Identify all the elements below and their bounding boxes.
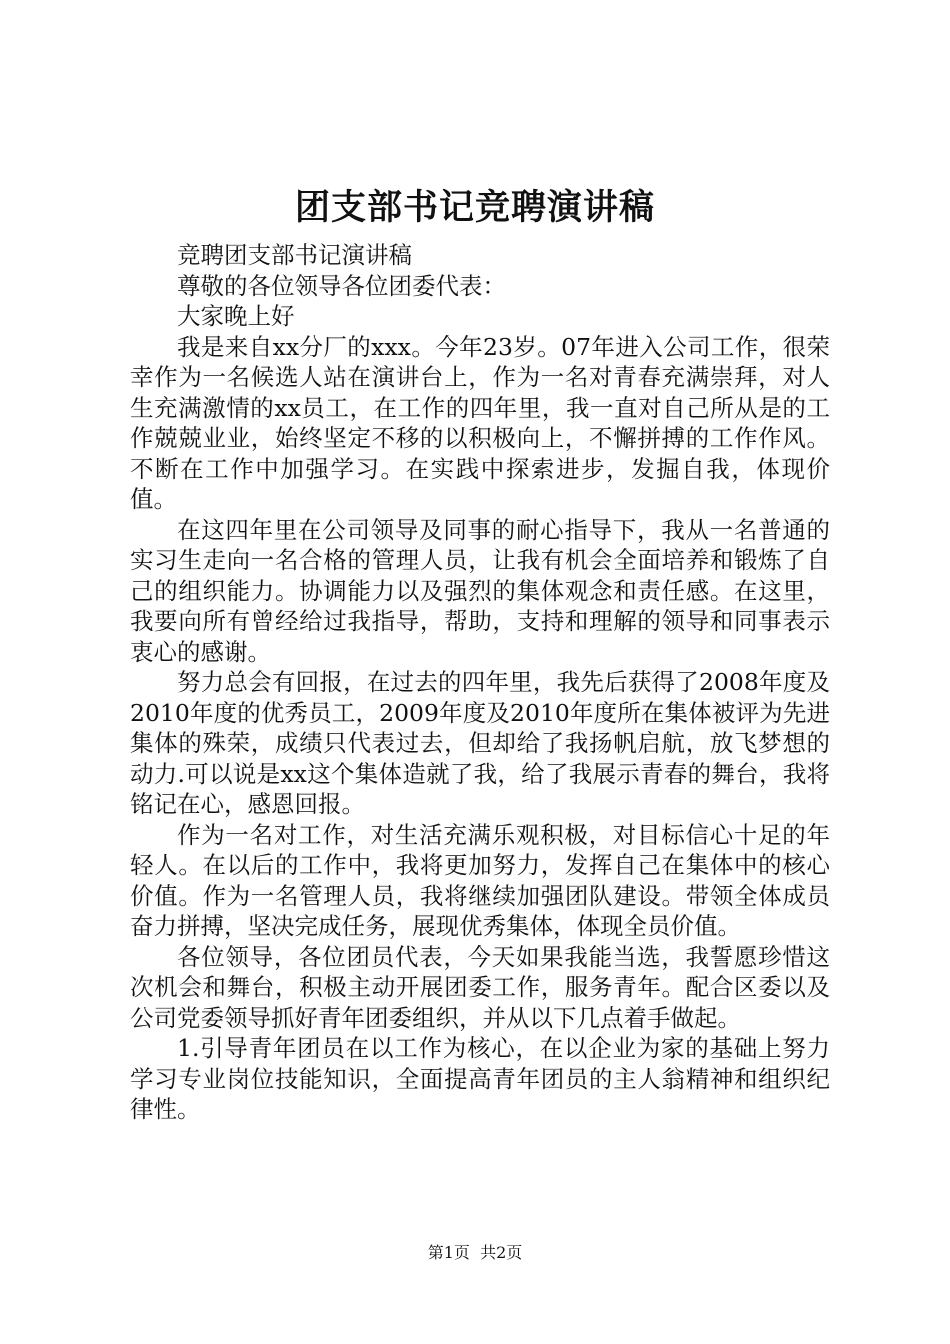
paragraph: 各位领导，各位团员代表，今天如果我能当选，我誓愿珍惜这次机会和舞台，积极主动开展团委工作，服务青年。配合区委以及公司党委领导抓好青年团委组织，并从以下几点着手做起。 <box>130 942 830 1032</box>
paragraph: 作为一名对工作，对生活充满乐观积极，对目标信心十足的年轻人。在以后的工作中，我将更加努力，发挥自己在集体中的核心价值。作为一名管理人员，我将继续加强团队建设。带领全体成员奋力拼搏，坚决完成任务，展现优秀集体，体现全员价值。 <box>130 820 830 940</box>
paragraph: 我是来自xx分厂的xxx。今年23岁。07年进入公司工作，很荣幸作为一名候选人站在演讲台上，作为一名对青春充满崇拜，对人生充满激情的xx员工，在工作的四年里，我一直对自己所从是的工作兢兢业业，始终坚定不移的以积极向上，不懈拼搏的工作作风。不断在工作中加强学习。在实践中探索进步，发掘自我，体现价值。 <box>130 332 830 513</box>
paragraph-heading: 竞聘团支部书记演讲稿 <box>177 241 412 269</box>
paragraph: 努力总会有回报，在过去的四年里，我先后获得了2008年度及2010年度的优秀员工，2009年度及2010年度所在集体被评为先进集体的殊荣，成绩只代表过去，但却给了我扬帆启航，放飞梦想的动力.可以说是xx这个集体造就了我，给了我展示青春的舞台，我将铭记在心，感恩回报。 <box>130 668 830 818</box>
paragraph-salutation: 尊敬的各位领导各位团委代表： <box>177 271 506 300</box>
paragraph-list-item: 1.引导青年团员在以工作为核心，在以企业为家的基础上努力学习专业岗位技能知识，全面提高青年团员的主人翁精神和组织纪律性。 <box>130 1034 830 1123</box>
document-title: 团支部书记竞聘演讲稿 <box>294 187 655 228</box>
page-footer <box>0 1242 950 1264</box>
paragraph-greeting: 大家晚上好 <box>177 302 295 330</box>
page-number: 第1页 共2页 <box>427 1243 523 1262</box>
document-body <box>130 240 830 1125</box>
paragraph: 在这四年里在公司领导及同事的耐心指导下，我从一名普通的实习生走向一名合格的管理人员，让我有机会全面培养和锻炼了自己的组织能力。协调能力以及强烈的集体观念和责任感。在这里，我要向所有曾经给过我指导，帮助，支持和理解的领导和同事表示衷心的感谢。 <box>130 515 830 666</box>
